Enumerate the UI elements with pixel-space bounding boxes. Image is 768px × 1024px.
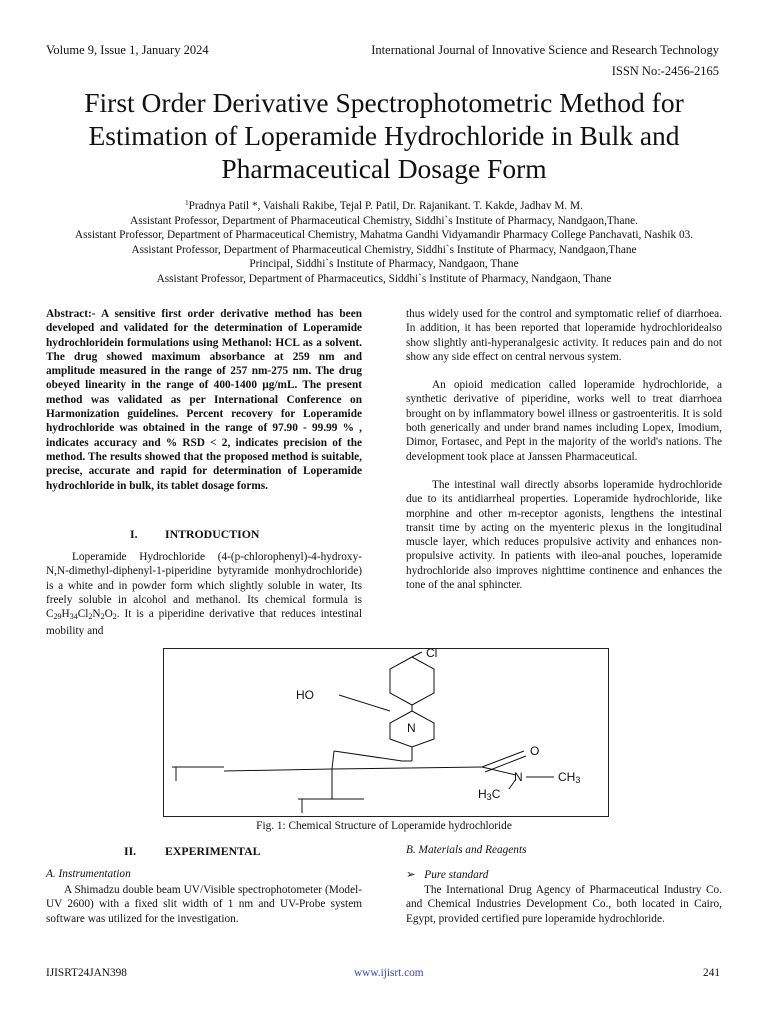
intro-text-a: Loperamide Hydrochloride (4-(p-chlorophenyl)-4-hydroxy-N,N-dimethyl-diphenyl-1-piperidine bytyramide monhydrochloride) is a white and in powder form which slightly soluble in water, Its freely soluble in alcohol and methanol. Its chemical formula is C	[46, 551, 362, 621]
label-h3c-sub: 3	[486, 792, 492, 802]
label-n-piperidine: N	[407, 721, 416, 735]
paragraph: The intestinal wall directly absorbs loperamide hydrochloride due to its antidiarrheal properties. Loperamide hydrochloride, like morphine and other m-receptor agonists, lengthens the intestinal transit time by acting on the myenteric plexus in the longitudinal muscle layer, which reduces propulsive activity and enhances non-propulsive activity. In patients with ileo-anal pouches, loperamide hydrochloride also improves nighttime continence and enhances the tone of the anal sphincter.	[406, 478, 722, 592]
section-heading-intro: INTRODUCTION	[165, 527, 260, 541]
formula-sub: 29	[53, 612, 62, 622]
label-o: O	[530, 744, 540, 758]
formula-part: H	[61, 608, 70, 621]
right-column	[406, 307, 722, 592]
affiliation: Assistant Professor, Department of Pharmaceutical Chemistry, Siddhi`s Institute of Pharmacy, Nandgaon,Thane	[131, 243, 637, 256]
journal-url[interactable]: www.ijisrt.com	[354, 967, 424, 979]
issn: ISSN No:-2456-2165	[611, 64, 719, 78]
label-ho: HO	[296, 688, 314, 702]
label-ch3-ch: CH	[558, 770, 576, 784]
pure-standard-label: Pure standard	[424, 869, 489, 881]
intro-text-b: . It is a piperidine derivative that reduces intestinal mobility and	[46, 608, 362, 638]
author-names	[40, 196, 728, 214]
figure-caption: Fig. 1: Chemical Structure of Loperamide hydrochloride	[256, 820, 512, 832]
label-h3c-h: H	[478, 787, 487, 801]
formula-sub: 34	[69, 612, 78, 622]
affiliation: Principal, Siddhi`s Institute of Pharmacy, Nandgaon, Thane	[249, 258, 519, 271]
bullet-arrow-icon: ➢	[406, 869, 416, 881]
paragraph: thus widely used for the control and symptomatic relief of diarrhoea. In addition, it has been reported that loperamide hydrochloridealso show slightly anti-hyperanalgesic activity. It reduces pain and do not show any side effect on central nervous system.	[406, 308, 722, 363]
formula-sub: 2	[100, 612, 105, 622]
label-n-amide: N	[514, 770, 523, 784]
journal-name: International Journal of Innovative Science and Research Technology	[371, 43, 719, 57]
page-number: 241	[703, 967, 720, 979]
journal-link[interactable]	[354, 967, 424, 979]
author-list: Pradnya Patil *, Vaishali Rakibe, Tejal P. Patil, Dr. Rajanikant. T. Kakde, Jadhav M. M.	[188, 200, 583, 212]
figure-frame	[163, 648, 609, 817]
label-cl: Cl	[426, 649, 438, 660]
pure-standard-item	[406, 868, 488, 881]
materials-text	[406, 883, 722, 926]
section-heading-experimental: EXPERIMENTAL	[165, 844, 261, 858]
paragraph: An opioid medication called loperamide hydrochloride, a synthetic derivative of piperidine, works well to treat diarrhoea brought on by inflammatory bowel illness or gastroenteritis. It is sold both generically and under brand names including Lopex, Imodium, Dimor, Fortasec, and Pept in the majority of the world's nations. The development took place at Janssen Pharmaceutical.	[406, 379, 722, 463]
affiliation: Assistant Professor, Department of Pharmaceutical Chemistry, Mahatma Gandhi Vidyamandir Pharmacy College Panchavati, Nashik 03.	[74, 229, 694, 242]
subsection-materials: B. Materials and Reagents	[406, 844, 527, 856]
intro-paragraph	[46, 550, 362, 639]
label-ch3-sub: 3	[575, 775, 581, 785]
author-block	[40, 196, 728, 287]
chlorophenyl-ring	[390, 657, 434, 705]
paragraph: A Shimadzu double beam UV/Visible spectrophotometer (Model-UV 2600) with a fixed slit width of 1 nm and UV-Probe system software was utilized for the investigation.	[46, 884, 362, 925]
formula-part: Cl	[77, 608, 89, 621]
paper-title: First Order Derivative Spectrophotometric Method for Estimation of Loperamide Hydrochloride in Bulk and Pharmaceutical Dosage Form	[84, 87, 684, 184]
formula-part: N	[92, 608, 101, 621]
author-sup: 1	[185, 199, 189, 207]
paper-code: IJISRT24JAN398	[46, 967, 127, 979]
formula-part: O	[104, 608, 113, 621]
label-h3c	[478, 787, 501, 802]
chemical-structure-diagram	[164, 649, 608, 816]
affiliation: Assistant Professor, Department of Pharmaceutical Chemistry, Siddhi`s Institute of Pharmacy, Nandgaon,Thane.	[130, 214, 638, 227]
affiliation: Assistant Professor, Department of Pharmaceutics, Siddhi`s Institute of Pharmacy, Nandgaon, Thane	[156, 272, 612, 285]
label-ch3	[558, 770, 580, 785]
formula-sub: 2	[88, 612, 93, 622]
abstract: Abstract:- A sensitive first order derivative method has been developed and validated for the determination of Loperamide hydrochloridein formulations using Methanol: HCL as a solvent. The drug showed maximum absorbance at 259 nm and amplitude measured in the range of 257 nm-275 nm. The drug obeyed linearity in the range of 400-1400 µg/mL. The present method was validated as per International Conference on Harmonization guidelines. Percent recovery for Loperamide hydrochloride was obtained in the range of 97.90 - 99.99 % , indicates accuracy and % RSD < 2, indicates precision of the method. The results showed that the proposed method is suitable, precise, accurate and rapid for determination of Loperamide hydrochloride in bulk, its tablet dosage forms.	[46, 308, 362, 492]
subsection-instrumentation: A. Instrumentation	[46, 868, 131, 880]
label-h3c-c: C	[491, 787, 501, 801]
paragraph: The International Drug Agency of Pharmaceutical Industry Co. and Chemical Industries Development Co., both located in Cairo, Egypt, provided certified pure loperamide hydrochloride.	[406, 884, 722, 925]
formula-sub: 2	[112, 612, 117, 622]
section-number-experimental: II.	[124, 844, 137, 858]
section-number-intro: I.	[130, 527, 138, 541]
instrumentation-text	[46, 883, 362, 926]
volume-info: Volume 9, Issue 1, January 2024	[46, 43, 209, 57]
